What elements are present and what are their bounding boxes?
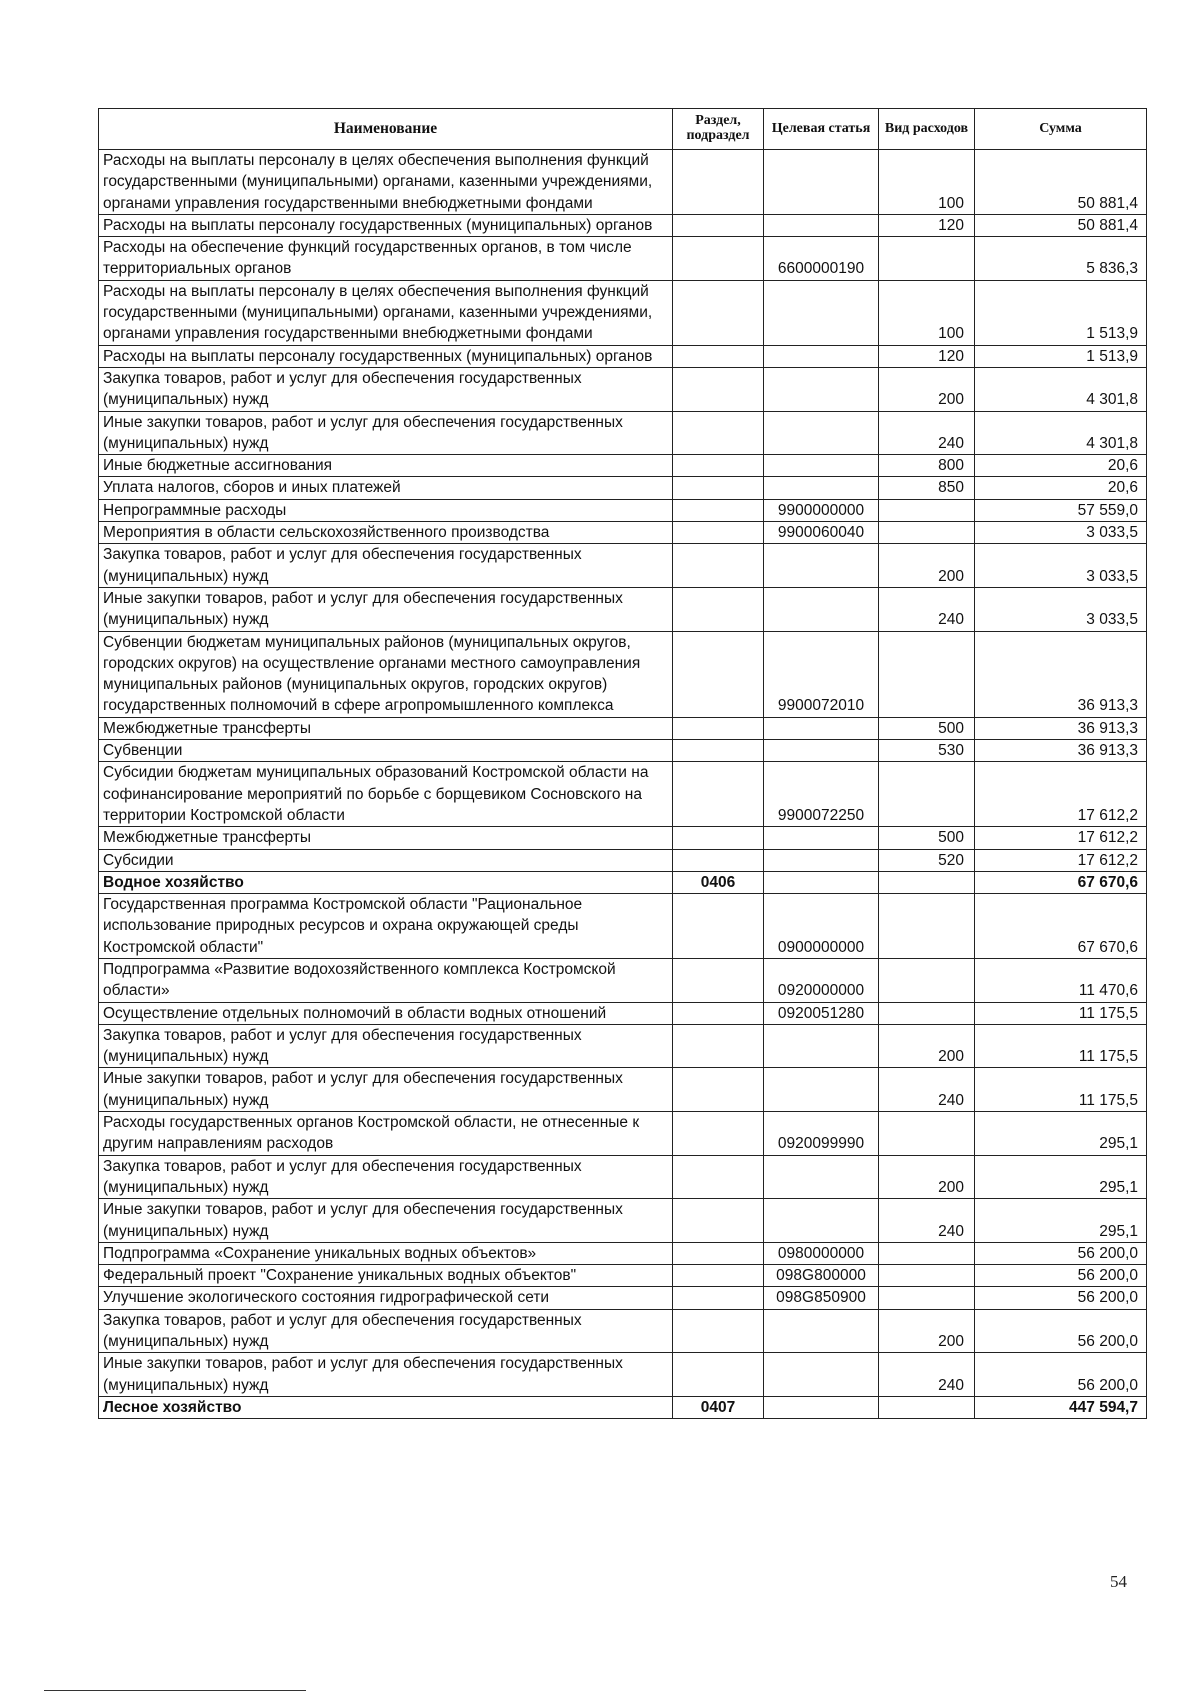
cell-section — [673, 522, 764, 544]
cell-target-article: 9900060040 — [764, 522, 879, 544]
cell-sum: 17 612,2 — [975, 762, 1147, 827]
cell-expense-type — [879, 871, 975, 893]
cell-section — [673, 499, 764, 521]
cell-sum: 36 913,3 — [975, 717, 1147, 739]
table-row — [99, 150, 1147, 215]
cell-section — [673, 1112, 764, 1156]
cell-target-article: 9900000000 — [764, 499, 879, 521]
cell-expense-type: 200 — [879, 544, 975, 588]
table-row — [99, 522, 1147, 544]
cell-section — [673, 587, 764, 631]
cell-expense-type: 520 — [879, 849, 975, 871]
table-row — [99, 762, 1147, 827]
cell-target-article: 098G850900 — [764, 1287, 879, 1309]
cell-sum: 3 033,5 — [975, 522, 1147, 544]
cell-expense-type — [879, 1287, 975, 1309]
cell-expense-type: 240 — [879, 1353, 975, 1397]
cell-section — [673, 345, 764, 367]
cell-expense-type — [879, 237, 975, 281]
cell-expense-type — [879, 1265, 975, 1287]
cell-sum: 56 200,0 — [975, 1353, 1147, 1397]
cell-target-article: 0920051280 — [764, 1002, 879, 1024]
cell-target-article — [764, 280, 879, 345]
cell-target-article — [764, 411, 879, 455]
cell-sum: 17 612,2 — [975, 827, 1147, 849]
header-expense-type: Вид расходов — [879, 109, 975, 150]
cell-section — [673, 849, 764, 871]
cell-name: Закупка товаров, работ и услуг для обеспечения государственных (муниципальных) нужд — [99, 367, 673, 411]
cell-section: 0406 — [673, 871, 764, 893]
page-number: 54 — [1110, 1572, 1127, 1591]
cell-target-article: 6600000190 — [764, 237, 879, 281]
cell-section — [673, 367, 764, 411]
table-row — [99, 1002, 1147, 1024]
cell-section — [673, 1068, 764, 1112]
cell-target-article — [764, 345, 879, 367]
cell-target-article — [764, 1024, 879, 1068]
cell-name: Иные закупки товаров, работ и услуг для обеспечения государственных (муниципальных) нужд — [99, 1068, 673, 1112]
cell-section — [673, 958, 764, 1002]
cell-sum: 5 836,3 — [975, 237, 1147, 281]
table-row — [99, 827, 1147, 849]
cell-target-article: 0980000000 — [764, 1242, 879, 1264]
cell-section — [673, 1024, 764, 1068]
cell-name: Межбюджетные трансферты — [99, 717, 673, 739]
cell-name: Иные закупки товаров, работ и услуг для обеспечения государственных (муниципальных) нужд — [99, 587, 673, 631]
cell-section — [673, 762, 764, 827]
cell-expense-type — [879, 958, 975, 1002]
cell-name: Расходы на выплаты персоналу в целях обеспечения выполнения функций государственными (муниципальными) органами, казенными учреждениями, органами управления государственными внебюджетными фондами — [99, 280, 673, 345]
table-header-row — [99, 109, 1147, 150]
cell-sum: 50 881,4 — [975, 150, 1147, 215]
cell-name: Субсидии — [99, 849, 673, 871]
table-row — [99, 544, 1147, 588]
table-row — [99, 1265, 1147, 1287]
cell-target-article — [764, 150, 879, 215]
cell-sum: 1 513,9 — [975, 280, 1147, 345]
cell-section — [673, 411, 764, 455]
cell-target-article — [764, 214, 879, 236]
cell-section — [673, 1002, 764, 1024]
table-row — [99, 1242, 1147, 1264]
cell-target-article — [764, 367, 879, 411]
cell-section — [673, 1353, 764, 1397]
cell-name: Закупка товаров, работ и услуг для обеспечения государственных (муниципальных) нужд — [99, 1155, 673, 1199]
table-row — [99, 1068, 1147, 1112]
cell-sum: 11 470,6 — [975, 958, 1147, 1002]
cell-target-article: 0900000000 — [764, 894, 879, 959]
cell-sum: 3 033,5 — [975, 587, 1147, 631]
cell-name: Иные закупки товаров, работ и услуг для обеспечения государственных (муниципальных) нужд — [99, 411, 673, 455]
cell-target-article — [764, 1353, 879, 1397]
cell-target-article — [764, 1155, 879, 1199]
cell-expense-type — [879, 1112, 975, 1156]
cell-target-article — [764, 587, 879, 631]
cell-name: Субвенции бюджетам муниципальных районов (муниципальных округов, городских округов) на осуществление органами местного самоуправления муниципальных районов (муниципальных округов, городских округов) государственных полномочий в сфере агропромышленного комплекса — [99, 631, 673, 717]
cell-sum: 295,1 — [975, 1199, 1147, 1243]
cell-section — [673, 150, 764, 215]
cell-name: Уплата налогов, сборов и иных платежей — [99, 477, 673, 499]
cell-sum: 36 913,3 — [975, 631, 1147, 717]
cell-target-article — [764, 871, 879, 893]
cell-expense-type: 200 — [879, 1024, 975, 1068]
cell-expense-type: 200 — [879, 1309, 975, 1353]
cell-sum: 56 200,0 — [975, 1242, 1147, 1264]
cell-expense-type — [879, 631, 975, 717]
table-row — [99, 849, 1147, 871]
table-body — [99, 150, 1147, 1419]
cell-expense-type: 120 — [879, 214, 975, 236]
cell-target-article: 0920000000 — [764, 958, 879, 1002]
table-row — [99, 1309, 1147, 1353]
cell-target-article — [764, 455, 879, 477]
cell-section — [673, 894, 764, 959]
cell-sum: 56 200,0 — [975, 1287, 1147, 1309]
cell-section — [673, 237, 764, 281]
cell-section — [673, 477, 764, 499]
table-row — [99, 214, 1147, 236]
cell-target-article: 098G800000 — [764, 1265, 879, 1287]
cell-name: Расходы на выплаты персоналу в целях обеспечения выполнения функций государственными (муниципальными) органами, казенными учреждениями, органами управления государственными внебюджетными фондами — [99, 150, 673, 215]
cell-sum: 1 513,9 — [975, 345, 1147, 367]
cell-section — [673, 280, 764, 345]
cell-name: Расходы государственных органов Костромской области, не отнесенные к другим направлениям расходов — [99, 1112, 673, 1156]
cell-expense-type: 120 — [879, 345, 975, 367]
cell-target-article — [764, 717, 879, 739]
cell-sum: 67 670,6 — [975, 894, 1147, 959]
table-row — [99, 477, 1147, 499]
table-row — [99, 1112, 1147, 1156]
table-row — [99, 894, 1147, 959]
cell-section — [673, 740, 764, 762]
budget-table — [98, 108, 1147, 1419]
table-row — [99, 1199, 1147, 1243]
cell-sum: 447 594,7 — [975, 1396, 1147, 1418]
table-row — [99, 1353, 1147, 1397]
table-row — [99, 1396, 1147, 1418]
header-target-article: Целевая статья — [764, 109, 879, 150]
cell-sum: 11 175,5 — [975, 1002, 1147, 1024]
cell-target-article: 0920099990 — [764, 1112, 879, 1156]
cell-expense-type: 500 — [879, 717, 975, 739]
cell-sum: 11 175,5 — [975, 1068, 1147, 1112]
table-row — [99, 958, 1147, 1002]
cell-sum: 50 881,4 — [975, 214, 1147, 236]
cell-expense-type — [879, 522, 975, 544]
table-row — [99, 1155, 1147, 1199]
cell-sum: 3 033,5 — [975, 544, 1147, 588]
table-row — [99, 1024, 1147, 1068]
table-row — [99, 411, 1147, 455]
header-name: Наименование — [99, 109, 673, 150]
cell-section — [673, 455, 764, 477]
cell-expense-type — [879, 499, 975, 521]
cell-expense-type: 200 — [879, 367, 975, 411]
cell-expense-type: 530 — [879, 740, 975, 762]
table-row — [99, 631, 1147, 717]
cell-expense-type — [879, 1242, 975, 1264]
cell-section — [673, 544, 764, 588]
cell-target-article — [764, 477, 879, 499]
cell-name: Расходы на выплаты персоналу государственных (муниципальных) органов — [99, 345, 673, 367]
table-row — [99, 499, 1147, 521]
cell-name: Расходы на выплаты персоналу государственных (муниципальных) органов — [99, 214, 673, 236]
cell-target-article — [764, 1068, 879, 1112]
cell-name: Осуществление отдельных полномочий в области водных отношений — [99, 1002, 673, 1024]
cell-target-article — [764, 544, 879, 588]
cell-sum: 17 612,2 — [975, 849, 1147, 871]
cell-name: Межбюджетные трансферты — [99, 827, 673, 849]
cell-section — [673, 1199, 764, 1243]
cell-target-article: 9900072010 — [764, 631, 879, 717]
cell-target-article: 9900072250 — [764, 762, 879, 827]
cell-sum: 57 559,0 — [975, 499, 1147, 521]
cell-target-article — [764, 827, 879, 849]
table-row — [99, 740, 1147, 762]
cell-target-article — [764, 849, 879, 871]
cell-sum: 4 301,8 — [975, 367, 1147, 411]
table-row — [99, 587, 1147, 631]
cell-expense-type — [879, 894, 975, 959]
cell-name: Закупка товаров, работ и услуг для обеспечения государственных (муниципальных) нужд — [99, 1309, 673, 1353]
cell-sum: 11 175,5 — [975, 1024, 1147, 1068]
cell-name: Расходы на обеспечение функций государственных органов, в том числе территориальных органов — [99, 237, 673, 281]
cell-section — [673, 1309, 764, 1353]
cell-name: Государственная программа Костромской области "Рациональное использование природных ресурсов и охрана окружающей среды Костромской области" — [99, 894, 673, 959]
cell-expense-type: 240 — [879, 587, 975, 631]
cell-sum: 56 200,0 — [975, 1309, 1147, 1353]
cell-expense-type: 100 — [879, 150, 975, 215]
cell-sum: 4 301,8 — [975, 411, 1147, 455]
cell-section — [673, 1242, 764, 1264]
cell-name: Федеральный проект "Сохранение уникальных водных объектов" — [99, 1265, 673, 1287]
cell-target-article — [764, 740, 879, 762]
cell-section — [673, 827, 764, 849]
cell-section: 0407 — [673, 1396, 764, 1418]
cell-expense-type: 240 — [879, 1199, 975, 1243]
table-row — [99, 1287, 1147, 1309]
cell-name: Иные бюджетные ассигнования — [99, 455, 673, 477]
cell-section — [673, 1287, 764, 1309]
table-row — [99, 237, 1147, 281]
cell-sum: 56 200,0 — [975, 1265, 1147, 1287]
cell-section — [673, 631, 764, 717]
cell-section — [673, 1265, 764, 1287]
cell-section — [673, 717, 764, 739]
cell-expense-type: 100 — [879, 280, 975, 345]
cell-name: Водное хозяйство — [99, 871, 673, 893]
cell-target-article — [764, 1309, 879, 1353]
footer-divider — [44, 1690, 306, 1691]
cell-expense-type: 240 — [879, 1068, 975, 1112]
header-section: Раздел, подраздел — [673, 109, 764, 150]
cell-sum: 295,1 — [975, 1155, 1147, 1199]
cell-expense-type: 850 — [879, 477, 975, 499]
cell-name: Подпрограмма «Сохранение уникальных водных объектов» — [99, 1242, 673, 1264]
cell-name: Иные закупки товаров, работ и услуг для обеспечения государственных (муниципальных) нужд — [99, 1353, 673, 1397]
table-row — [99, 280, 1147, 345]
table-row — [99, 871, 1147, 893]
table-row — [99, 345, 1147, 367]
cell-sum: 295,1 — [975, 1112, 1147, 1156]
cell-name: Мероприятия в области сельскохозяйственного производства — [99, 522, 673, 544]
cell-sum: 67 670,6 — [975, 871, 1147, 893]
cell-sum: 20,6 — [975, 477, 1147, 499]
cell-sum: 36 913,3 — [975, 740, 1147, 762]
table-row — [99, 455, 1147, 477]
cell-expense-type: 500 — [879, 827, 975, 849]
table-row — [99, 367, 1147, 411]
cell-name: Непрограммные расходы — [99, 499, 673, 521]
cell-name: Закупка товаров, работ и услуг для обеспечения государственных (муниципальных) нужд — [99, 544, 673, 588]
header-sum: Сумма — [975, 109, 1147, 150]
cell-expense-type — [879, 1396, 975, 1418]
cell-name: Субвенции — [99, 740, 673, 762]
cell-target-article — [764, 1199, 879, 1243]
cell-name: Субсидии бюджетам муниципальных образований Костромской области на софинансирование мероприятий по борьбе с борщевиком Сосновского на территории Костромской области — [99, 762, 673, 827]
cell-name: Закупка товаров, работ и услуг для обеспечения государственных (муниципальных) нужд — [99, 1024, 673, 1068]
cell-section — [673, 1155, 764, 1199]
cell-expense-type — [879, 762, 975, 827]
table-row — [99, 717, 1147, 739]
cell-name: Подпрограмма «Развитие водохозяйственного комплекса Костромской области» — [99, 958, 673, 1002]
cell-expense-type: 240 — [879, 411, 975, 455]
cell-expense-type: 200 — [879, 1155, 975, 1199]
cell-expense-type — [879, 1002, 975, 1024]
cell-sum: 20,6 — [975, 455, 1147, 477]
cell-target-article — [764, 1396, 879, 1418]
cell-name: Лесное хозяйство — [99, 1396, 673, 1418]
cell-name: Улучшение экологического состояния гидрографической сети — [99, 1287, 673, 1309]
cell-name: Иные закупки товаров, работ и услуг для обеспечения государственных (муниципальных) нужд — [99, 1199, 673, 1243]
cell-expense-type: 800 — [879, 455, 975, 477]
cell-section — [673, 214, 764, 236]
